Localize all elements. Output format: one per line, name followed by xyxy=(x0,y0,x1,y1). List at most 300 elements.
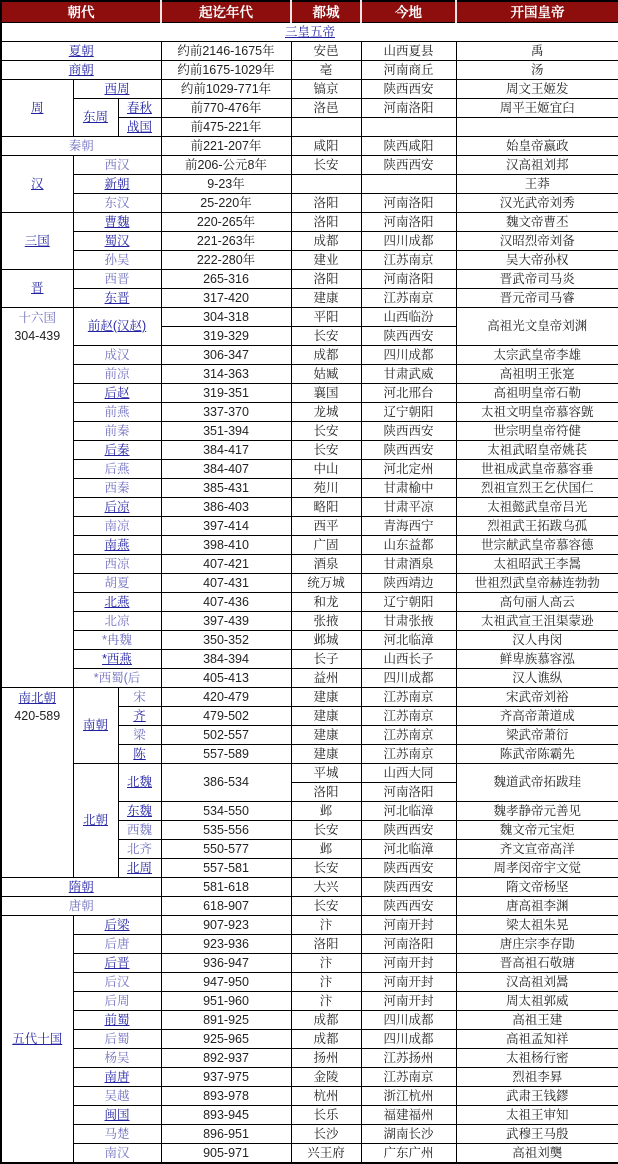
data-cell: 陕西靖边 xyxy=(361,574,456,593)
table-row xyxy=(1,1125,618,1144)
data-cell: 山西临汾 xyxy=(361,308,456,327)
data-cell: 385-431 xyxy=(161,479,291,498)
data-cell: 9-23年 xyxy=(161,175,291,194)
data-cell: 广东广州 xyxy=(361,1144,456,1164)
dynasty-link[interactable]: 隋朝 xyxy=(1,878,161,897)
table-row xyxy=(1,156,618,175)
data-cell: 陕西西安 xyxy=(361,441,456,460)
data-cell: 汉高祖刘暠 xyxy=(456,973,618,992)
data-cell: 河南洛阳 xyxy=(361,194,456,213)
dynasty-link[interactable]: 三皇五帝 xyxy=(1,23,618,42)
table-row xyxy=(1,384,618,403)
data-cell: 世祖烈武皇帝赫连勃勃 xyxy=(456,574,618,593)
data-cell: 周孝闵帝宇文觉 xyxy=(456,859,618,878)
table-row xyxy=(1,878,618,897)
data-cell: 汴 xyxy=(291,992,361,1011)
era-years: 304-439 xyxy=(14,329,61,343)
data-cell: 江苏南京 xyxy=(361,745,456,764)
data-cell: 汤 xyxy=(456,61,618,80)
data-cell: 洛阳 xyxy=(291,270,361,289)
dynasty-link[interactable]: 商朝 xyxy=(1,61,161,80)
table-row xyxy=(1,213,618,232)
data-cell: 浙江杭州 xyxy=(361,1087,456,1106)
data-cell: 扬州 xyxy=(291,1049,361,1068)
data-cell: 304-318 xyxy=(161,308,291,327)
empty-cell xyxy=(291,175,361,194)
data-cell: 吴大帝孙权 xyxy=(456,251,618,270)
dynasty-link[interactable]: 西周 xyxy=(73,80,161,99)
data-cell: 四川成都 xyxy=(361,1030,456,1049)
dynasty-link[interactable]: 齐 xyxy=(118,707,161,726)
dynasty-link[interactable]: 北周 xyxy=(118,859,161,878)
dynasty-link[interactable]: 西晋 xyxy=(73,270,161,289)
dynasty-link[interactable]: 东周 xyxy=(73,99,118,137)
data-cell: 魏孝静帝元善见 xyxy=(456,802,618,821)
data-cell: 汴 xyxy=(291,973,361,992)
data-cell: 齐高帝萧道成 xyxy=(456,707,618,726)
data-cell: 洛阳 xyxy=(291,935,361,954)
dynasty-link[interactable]: 北凉 xyxy=(73,612,161,631)
dynasty-link[interactable]: 北朝 xyxy=(73,764,118,878)
dynasty-link[interactable]: 唐朝 xyxy=(1,897,161,916)
dynasty-link[interactable]: 北齐 xyxy=(118,840,161,859)
data-cell: 山西夏县 xyxy=(361,42,456,61)
table-row xyxy=(1,1106,618,1125)
data-cell: 384-407 xyxy=(161,460,291,479)
dynasty-link[interactable]: 西凉 xyxy=(73,555,161,574)
data-cell: 梁武帝萧衍 xyxy=(456,726,618,745)
dynasty-link[interactable]: 后唐 xyxy=(73,935,161,954)
data-cell: 约前1029-771年 xyxy=(161,80,291,99)
data-cell: 烈祖武王拓跋乌孤 xyxy=(456,517,618,536)
data-cell: 936-947 xyxy=(161,954,291,973)
data-cell: 约前2146-1675年 xyxy=(161,42,291,61)
dynasty-link[interactable]: 南朝 xyxy=(73,688,118,764)
data-cell: 益州 xyxy=(291,669,361,688)
dynasty-link[interactable]: 南汉 xyxy=(73,1144,161,1164)
column-header: 都城 xyxy=(291,1,361,23)
data-cell: 略阳 xyxy=(291,498,361,517)
data-cell: 镐京 xyxy=(291,80,361,99)
data-cell: 951-960 xyxy=(161,992,291,1011)
dynasty-link[interactable]: 三国 xyxy=(1,213,73,270)
table-row xyxy=(1,555,618,574)
data-cell: 河南商丘 xyxy=(361,61,456,80)
dynasty-link[interactable]: 新朝 xyxy=(73,175,161,194)
data-cell: 长安 xyxy=(291,156,361,175)
data-cell: 306-347 xyxy=(161,346,291,365)
dynasty-link[interactable]: 夏朝 xyxy=(1,42,161,61)
data-cell: 湖南长沙 xyxy=(361,1125,456,1144)
data-cell: 襄国 xyxy=(291,384,361,403)
data-cell: 高祖光文皇帝刘渊 xyxy=(456,308,618,346)
data-cell: 高祖明王张寔 xyxy=(456,365,618,384)
table-row xyxy=(1,42,618,61)
dynasty-link[interactable]: *冉魏 xyxy=(73,631,161,650)
table-row xyxy=(1,593,618,612)
data-cell: 222-280年 xyxy=(161,251,291,270)
data-cell: 高祖王建 xyxy=(456,1011,618,1030)
data-cell: 广固 xyxy=(291,536,361,555)
data-cell: 甘肃武威 xyxy=(361,365,456,384)
table-row xyxy=(1,1068,618,1087)
data-cell: 甘肃酒泉 xyxy=(361,555,456,574)
data-cell: 平城 xyxy=(291,764,361,783)
data-cell: 陕西西安 xyxy=(361,80,456,99)
data-cell: 河南洛阳 xyxy=(361,270,456,289)
data-cell: 923-936 xyxy=(161,935,291,954)
data-cell: 河北临漳 xyxy=(361,802,456,821)
dynasty-link[interactable]: 后汉 xyxy=(73,973,161,992)
table-row xyxy=(1,270,618,289)
data-cell: 成都 xyxy=(291,232,361,251)
data-cell: 四川成都 xyxy=(361,669,456,688)
data-cell: 557-581 xyxy=(161,859,291,878)
data-cell: 907-923 xyxy=(161,916,291,935)
dynasty-link[interactable]: 后梁 xyxy=(73,916,161,935)
data-cell: 禹 xyxy=(456,42,618,61)
dynasty-link[interactable]: *西蜀(后 xyxy=(73,669,161,688)
data-cell: 魏道武帝拓跋珪 xyxy=(456,764,618,802)
data-cell: 汴 xyxy=(291,916,361,935)
dynasty-link[interactable]: 梁 xyxy=(118,726,161,745)
empty-cell xyxy=(361,118,456,137)
table-row xyxy=(1,1087,618,1106)
data-cell: 青海西宁 xyxy=(361,517,456,536)
table-row xyxy=(1,973,618,992)
data-cell: 邺城 xyxy=(291,631,361,650)
table-row xyxy=(1,137,618,156)
table-row xyxy=(1,194,618,213)
data-cell: 前475-221年 xyxy=(161,118,291,137)
dynasty-link[interactable]: *西燕 xyxy=(73,650,161,669)
data-cell: 杭州 xyxy=(291,1087,361,1106)
data-cell: 魏文帝元宝炬 xyxy=(456,821,618,840)
empty-cell xyxy=(291,118,361,137)
data-cell: 福建福州 xyxy=(361,1106,456,1125)
dynasty-link[interactable]: 五代十国 xyxy=(1,916,73,1164)
data-cell: 武肃王钱鏐 xyxy=(456,1087,618,1106)
data-cell: 唐高祖李渊 xyxy=(456,897,618,916)
data-cell: 甘肃平凉 xyxy=(361,498,456,517)
data-cell: 汴 xyxy=(291,954,361,973)
table-row xyxy=(1,61,618,80)
header-row xyxy=(1,1,618,23)
data-cell: 265-316 xyxy=(161,270,291,289)
data-cell: 安邑 xyxy=(291,42,361,61)
data-cell: 苑川 xyxy=(291,479,361,498)
data-cell: 535-556 xyxy=(161,821,291,840)
data-cell: 河南洛阳 xyxy=(361,99,456,118)
data-cell: 384-417 xyxy=(161,441,291,460)
dynasty-link[interactable]: 周 xyxy=(1,80,73,137)
data-cell: 534-550 xyxy=(161,802,291,821)
data-cell: 亳 xyxy=(291,61,361,80)
table-row xyxy=(1,80,618,99)
data-cell: 龙城 xyxy=(291,403,361,422)
data-cell: 557-589 xyxy=(161,745,291,764)
data-cell: 兴王府 xyxy=(291,1144,361,1164)
dynasty-link[interactable]: 西汉 xyxy=(73,156,161,175)
era-link[interactable]: 南北朝 xyxy=(18,691,56,705)
dynasty-link[interactable]: 西秦 xyxy=(73,479,161,498)
table-row xyxy=(1,232,618,251)
data-cell: 420-479 xyxy=(161,688,291,707)
data-cell: 893-945 xyxy=(161,1106,291,1125)
dynasty-link[interactable]: 南唐 xyxy=(73,1068,161,1087)
data-cell: 世祖成武皇帝慕容垂 xyxy=(456,460,618,479)
data-cell: 建康 xyxy=(291,688,361,707)
table-row xyxy=(1,441,618,460)
data-cell: 姑臧 xyxy=(291,365,361,384)
dynasty-link[interactable]: 吴越 xyxy=(73,1087,161,1106)
dynasty-link[interactable]: 南燕 xyxy=(73,536,161,555)
data-cell: 937-975 xyxy=(161,1068,291,1087)
table-row xyxy=(1,460,618,479)
data-cell: 长乐 xyxy=(291,1106,361,1125)
dynasty-link[interactable]: 马楚 xyxy=(73,1125,161,1144)
data-cell: 陕西西安 xyxy=(361,859,456,878)
dynasty-link[interactable]: 曹魏 xyxy=(73,213,161,232)
table-row xyxy=(1,175,618,194)
data-cell: 陕西西安 xyxy=(361,821,456,840)
table-row xyxy=(1,954,618,973)
data-cell: 384-394 xyxy=(161,650,291,669)
data-cell: 河北邢台 xyxy=(361,384,456,403)
data-cell: 江苏南京 xyxy=(361,251,456,270)
data-cell: 河北临漳 xyxy=(361,840,456,859)
table-header xyxy=(1,1,618,23)
column-header: 开国皇帝 xyxy=(456,1,618,23)
data-cell: 洛邑 xyxy=(291,99,361,118)
data-cell: 407-431 xyxy=(161,574,291,593)
data-cell: 397-414 xyxy=(161,517,291,536)
data-cell: 长安 xyxy=(291,859,361,878)
data-cell: 山西大同 xyxy=(361,764,456,783)
dynasty-link[interactable]: 秦朝 xyxy=(1,137,161,156)
dynasty-link[interactable]: 南凉 xyxy=(73,517,161,536)
data-cell: 550-577 xyxy=(161,840,291,859)
dynasty-link[interactable]: 后周 xyxy=(73,992,161,1011)
data-cell: 陕西西安 xyxy=(361,422,456,441)
table-row xyxy=(1,23,618,42)
data-cell: 世宗明皇帝符健 xyxy=(456,422,618,441)
data-cell: 晋武帝司马炎 xyxy=(456,270,618,289)
dynasty-link[interactable]: 杨吴 xyxy=(73,1049,161,1068)
data-cell: 河南开封 xyxy=(361,992,456,1011)
data-cell: 长安 xyxy=(291,327,361,346)
dynasty-link[interactable]: 前蜀 xyxy=(73,1011,161,1030)
dynasty-link[interactable]: 北燕 xyxy=(73,593,161,612)
data-cell: 高祖刘龑 xyxy=(456,1144,618,1164)
dynasty-link[interactable]: 后燕 xyxy=(73,460,161,479)
data-cell: 晋元帝司马睿 xyxy=(456,289,618,308)
data-cell: 建康 xyxy=(291,289,361,308)
data-cell: 河南开封 xyxy=(361,973,456,992)
table-row xyxy=(1,650,618,669)
data-cell: 河北临漳 xyxy=(361,631,456,650)
dynasty-link[interactable]: 宋 xyxy=(118,688,161,707)
data-cell: 386-534 xyxy=(161,764,291,802)
data-cell: 长安 xyxy=(291,821,361,840)
data-cell: 辽宁朝阳 xyxy=(361,593,456,612)
dynasty-link[interactable]: 春秋 xyxy=(118,99,161,118)
data-cell: 太祖武昭皇帝姚苌 xyxy=(456,441,618,460)
dynasty-link[interactable]: 孙吴 xyxy=(73,251,161,270)
data-cell: 洛阳 xyxy=(291,194,361,213)
dynasty-link[interactable]: 东晋 xyxy=(73,289,161,308)
data-cell: 220-265年 xyxy=(161,213,291,232)
dynasty-link[interactable]: 成汉 xyxy=(73,346,161,365)
data-cell: 隋文帝杨坚 xyxy=(456,878,618,897)
data-cell: 长安 xyxy=(291,441,361,460)
data-cell: 892-937 xyxy=(161,1049,291,1068)
data-cell: 邺 xyxy=(291,840,361,859)
data-cell: 周平王姬宜臼 xyxy=(456,99,618,118)
dynasty-link[interactable]: 北魏 xyxy=(118,764,161,802)
data-cell: 建康 xyxy=(291,745,361,764)
data-cell: 建康 xyxy=(291,707,361,726)
data-cell: 建康 xyxy=(291,726,361,745)
data-cell: 397-439 xyxy=(161,612,291,631)
dynasty-link[interactable]: 前赵(汉赵) xyxy=(73,308,161,346)
data-cell: 陕西咸阳 xyxy=(361,137,456,156)
column-header: 起讫年代 xyxy=(161,1,291,23)
data-cell: 西平 xyxy=(291,517,361,536)
data-cell: 王莽 xyxy=(456,175,618,194)
data-cell: 山东益都 xyxy=(361,536,456,555)
data-cell: 山西长子 xyxy=(361,650,456,669)
dynasty-link[interactable]: 西魏 xyxy=(118,821,161,840)
data-cell: 502-557 xyxy=(161,726,291,745)
data-cell: 高祖明皇帝石勒 xyxy=(456,384,618,403)
data-cell: 893-978 xyxy=(161,1087,291,1106)
dynasty-link[interactable]: 后凉 xyxy=(73,498,161,517)
table-row xyxy=(1,99,618,118)
empty-cell xyxy=(361,175,456,194)
dynasty-link[interactable]: 东汉 xyxy=(73,194,161,213)
dynasty-link[interactable]: 后秦 xyxy=(73,441,161,460)
dynasty-link[interactable]: 前燕 xyxy=(73,403,161,422)
data-cell: 河南开封 xyxy=(361,916,456,935)
dynasty-link[interactable]: 战国 xyxy=(118,118,161,137)
dynasty-link[interactable]: 闽国 xyxy=(73,1106,161,1125)
table-row xyxy=(1,992,618,1011)
dynasty-link[interactable]: 陈 xyxy=(118,745,161,764)
dynasty-link[interactable]: 后晋 xyxy=(73,954,161,973)
data-cell: 武穆王马殷 xyxy=(456,1125,618,1144)
table-row xyxy=(1,764,618,783)
data-cell: 317-420 xyxy=(161,289,291,308)
data-cell: 张掖 xyxy=(291,612,361,631)
data-cell: 四川成都 xyxy=(361,346,456,365)
data-cell: 周文王姬发 xyxy=(456,80,618,99)
data-cell: 314-363 xyxy=(161,365,291,384)
data-cell: 四川成都 xyxy=(361,1011,456,1030)
data-cell: 太祖杨行密 xyxy=(456,1049,618,1068)
data-cell: 甘肃张掖 xyxy=(361,612,456,631)
dynasty-link[interactable]: 晋 xyxy=(1,270,73,308)
data-cell: 337-370 xyxy=(161,403,291,422)
dynasty-link[interactable]: 后赵 xyxy=(73,384,161,403)
data-cell: 905-971 xyxy=(161,1144,291,1164)
data-cell: 汉光武帝刘秀 xyxy=(456,194,618,213)
data-cell: 江苏南京 xyxy=(361,726,456,745)
data-cell: 河南洛阳 xyxy=(361,935,456,954)
dynasty-link[interactable]: 后蜀 xyxy=(73,1030,161,1049)
data-cell: 辽宁朝阳 xyxy=(361,403,456,422)
column-header: 今地 xyxy=(361,1,456,23)
data-cell: 581-618 xyxy=(161,878,291,897)
table-row xyxy=(1,574,618,593)
data-cell: 25-220年 xyxy=(161,194,291,213)
data-cell: 江苏扬州 xyxy=(361,1049,456,1068)
data-cell: 河北定州 xyxy=(361,460,456,479)
era-label-cell xyxy=(1,308,73,688)
data-cell: 陕西西安 xyxy=(361,878,456,897)
data-cell: 351-394 xyxy=(161,422,291,441)
empty-cell xyxy=(456,118,618,137)
data-cell: 酒泉 xyxy=(291,555,361,574)
data-cell: 407-436 xyxy=(161,593,291,612)
data-cell: 618-907 xyxy=(161,897,291,916)
data-cell: 成都 xyxy=(291,346,361,365)
data-cell: 烈祖李昪 xyxy=(456,1068,618,1087)
table-row xyxy=(1,403,618,422)
data-cell: 晋高祖石敬瑭 xyxy=(456,954,618,973)
data-cell: 398-410 xyxy=(161,536,291,555)
data-cell: 金陵 xyxy=(291,1068,361,1087)
table-row xyxy=(1,1030,618,1049)
data-cell: 221-263年 xyxy=(161,232,291,251)
data-cell: 太祖王审知 xyxy=(456,1106,618,1125)
data-cell: 河南洛阳 xyxy=(361,213,456,232)
table-row xyxy=(1,346,618,365)
data-cell: 太祖武宣王沮渠蒙逊 xyxy=(456,612,618,631)
era-link[interactable]: 十六国 xyxy=(18,311,56,325)
data-cell: 350-352 xyxy=(161,631,291,650)
data-cell: 甘肃榆中 xyxy=(361,479,456,498)
dynasty-link[interactable]: 胡夏 xyxy=(73,574,161,593)
data-cell: 咸阳 xyxy=(291,137,361,156)
table-row xyxy=(1,308,618,327)
data-cell: 太祖懿武皇帝吕光 xyxy=(456,498,618,517)
data-cell: 江苏南京 xyxy=(361,688,456,707)
table-row xyxy=(1,935,618,954)
dynasty-link[interactable]: 前秦 xyxy=(73,422,161,441)
data-cell: 925-965 xyxy=(161,1030,291,1049)
table-row xyxy=(1,289,618,308)
dynasty-link[interactable]: 东魏 xyxy=(118,802,161,821)
data-cell: 唐庄宗李存勖 xyxy=(456,935,618,954)
data-cell: 宋武帝刘裕 xyxy=(456,688,618,707)
data-cell: 高祖孟知祥 xyxy=(456,1030,618,1049)
data-cell: 大兴 xyxy=(291,878,361,897)
data-cell: 陕西西安 xyxy=(361,156,456,175)
table-row xyxy=(1,498,618,517)
dynasty-link[interactable]: 蜀汉 xyxy=(73,232,161,251)
data-cell: 鲜卑族慕容泓 xyxy=(456,650,618,669)
data-cell: 陈武帝陈霸先 xyxy=(456,745,618,764)
data-cell: 386-403 xyxy=(161,498,291,517)
data-cell: 长安 xyxy=(291,422,361,441)
table-row xyxy=(1,479,618,498)
table-row xyxy=(1,251,618,270)
dynasty-link[interactable]: 前凉 xyxy=(73,365,161,384)
data-cell: 前206-公元8年 xyxy=(161,156,291,175)
data-cell: 洛阳 xyxy=(291,213,361,232)
dynasty-link[interactable]: 汉 xyxy=(1,156,73,213)
